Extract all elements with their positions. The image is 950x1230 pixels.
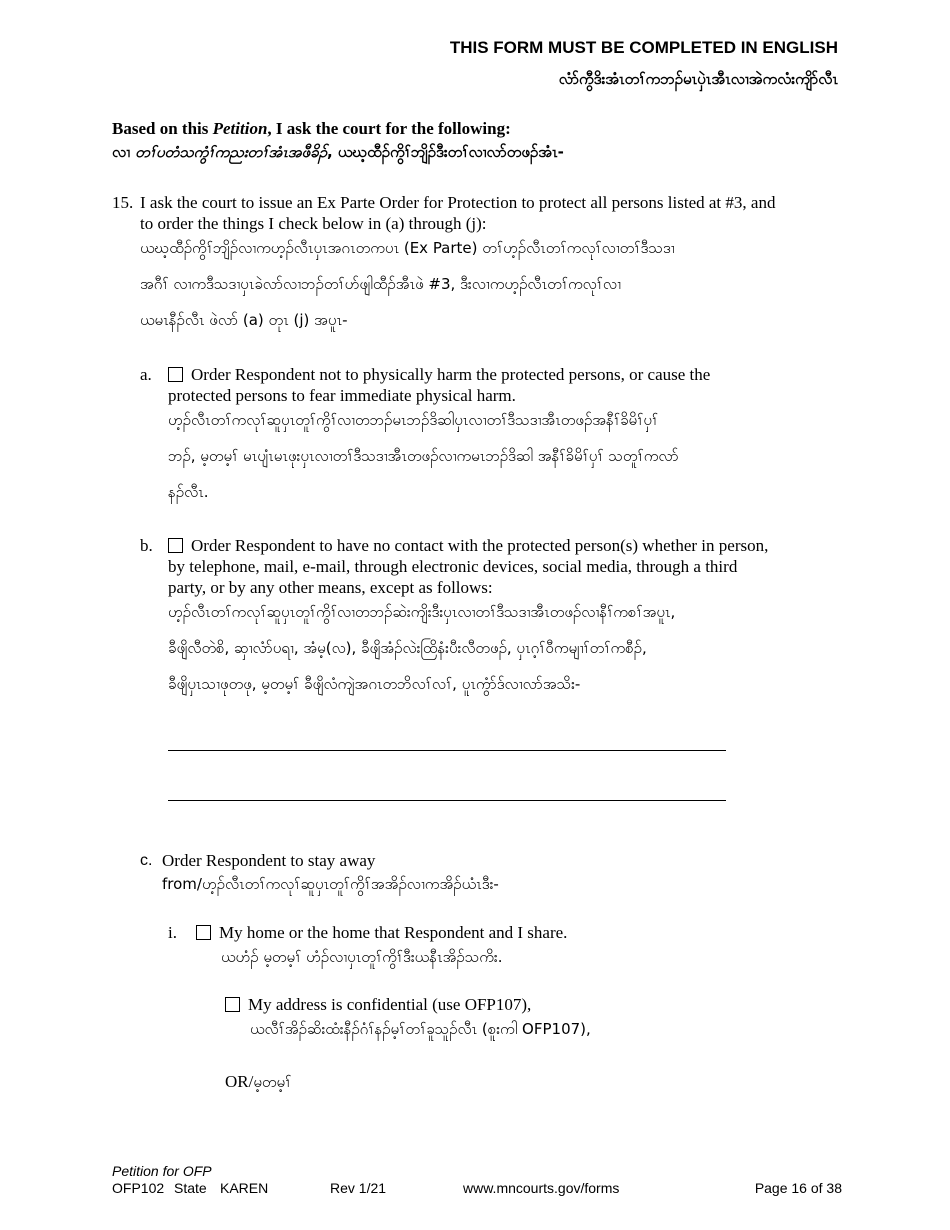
exception-blank-line[interactable]: [168, 750, 726, 751]
item-c-i-english: My home or the home that Respondent and I share.: [219, 923, 568, 942]
item-15-english-line: I ask the court to issue an Ex Parte Order for Protection to protect all persons listed at #3, and: [140, 193, 776, 212]
footer-form-title: Petition for OFP: [112, 1163, 212, 1179]
item-letter: c.: [140, 852, 153, 869]
item-15-karen-line: ယဃ့ထီၣ်ကွိၢ်ဘျိၣ်လၢကဟ့ၣ်လီၤပှၤအဂၤတကပၤ (Ex Parte) တၢ်ဟ့ၣ်လီၤတၢ်ကလုၢ်လၢတၢ်ဒီသဒၢ: [140, 239, 675, 257]
item-number: 15.: [112, 193, 134, 212]
item-15-karen-line: ယမၤနီၣ်လီၤ ဖဲလာ် (a) တုၤ (j) အပူၤ-: [140, 311, 348, 329]
item-a: [140, 364, 840, 510]
checkbox-stay-away-home[interactable]: [196, 925, 211, 940]
item-b-english-line: Order Respondent to have no contact with the protected person(s) whether in person,: [191, 536, 769, 555]
item-letter: b.: [140, 536, 153, 555]
item-a-karen-line: ဘၣ်, မ့တမ့ၢ် မၤပျံၤမၤဖုးပှၤလၢတၢ်ဒီသဒၢအီၤတဖၣ်လၢကမၤဘၣ်ဒိဆါ အနီၢ်ခိမိၢ်ပှၢ် သတူၢ်ကလာ်: [168, 447, 679, 465]
checkbox-confidential-address[interactable]: [225, 997, 240, 1012]
item-b: [140, 535, 840, 702]
item-letter: a.: [140, 365, 152, 384]
confidential-karen: ယလီၢ်အိၣ်ဆိးထံးနီၣ်ဂံၢ်နၣ်မ့ၢ်တၢ်ခူသူၣ်လီၤ (စူးကါ OFP107),: [250, 1020, 591, 1038]
item-a-karen-line: နၣ်လီၤ.: [168, 483, 209, 501]
footer-state: State: [174, 1180, 207, 1196]
item-c-i: [168, 922, 848, 971]
item-c-english: Order Respondent to stay away: [162, 851, 376, 870]
item-a-english-line: Order Respondent not to physically harm the protected persons, or cause the: [191, 365, 711, 384]
item-c-i-karen: ယဟံၣ် မ့တမ့ၢ် ဟံၣ်လၢပှၤတူၢ်ကွိၢ်ဒီးယနီၤအိၣ်သကိး.: [221, 948, 503, 966]
confidential-english: My address is confidential (use OFP107),: [248, 995, 532, 1014]
item-b-karen-line: ခီဖျိလီတဲစိ, ဆှၢလံာ်ပရၢ, အံမ့(လ), ခီဖျိအံၣ်လဲးထြိနံးပီးလီတဖၣ်, ပှၤဂ့ၢ်ဝီကမျၢၢ်တၢ်ကစီၣ်,: [168, 639, 647, 657]
or-separator: OR/မ့တမ့ၢ်: [225, 1072, 292, 1091]
footer-website[interactable]: www.mncourts.gov/forms: [463, 1180, 620, 1196]
heading-karen: လၢ တၢ်ပတံသကွံၢ်ကညးတၢ်အံၤအဖီခိၣ်, ယဃ့ထီၣ်ကွိၢ်ဘျိၣ်ဒီးတၢ်လၢလာ်တဖၣ်အံၤ-: [112, 143, 564, 161]
petition-word: Petition: [212, 119, 268, 138]
exception-blank-line[interactable]: [168, 800, 726, 801]
item-15: [112, 192, 842, 338]
item-15-karen-line: အဂီၢ် လၢကဒီသဒၢပှၤခဲလာ်လၢဘၣ်တၢ်ဟ်ဖျါထီၣ်အီၤဖဲ #3, ဒီးလၢကဟ့ၣ်လီၤတၢ်ကလုၢ်လၢ: [140, 275, 621, 293]
footer-form-id: OFP102: [112, 1180, 165, 1196]
confidential-address-option: [225, 994, 845, 1043]
item-a-english-line: protected persons to fear immediate physical harm.: [168, 386, 516, 405]
item-a-karen-line: ဟ့ၣ်လီၤတၢ်ကလုၢ်ဆူပှၤတူၢ်ကွိၢ်လၢတဘၣ်မၤဘၣ်ဒိဆါပှၤလၢတၢ်ဒီသဒၢအီၤတဖၣ်အနီၢ်ခိမိၢ်ပှၢ်: [168, 411, 659, 429]
item-b-karen-line: ခီဖျိပှၤသၢဖုတဖု, မ့တမ့ၢ် ခီဖျိလံကျဲအဂၤတဘိလၢ်လၢ်, ပူၤကွံာ်ဒ်လၢလာ်အသိး-: [168, 675, 581, 693]
item-letter: i.: [168, 923, 177, 942]
form-language-notice-karen: လံာ်ကွီဒိးအံၤတၢ်ကဘၣ်မၤပှဲၤအီၤလၢအဲကလံးကျိာ်လီၤ: [558, 70, 838, 88]
footer-revision: Rev 1/21: [330, 1180, 387, 1196]
section-heading: [112, 118, 842, 164]
checkbox-no-physical-harm[interactable]: [168, 367, 183, 382]
form-language-notice: THIS FORM MUST BE COMPLETED IN ENGLISH: [449, 38, 838, 57]
item-b-karen-line: ဟ့ၣ်လီၤတၢ်ကလုၢ်ဆူပှၤတူၢ်ကွိၢ်လၢတဘၣ်ဆဲးကျိးဒီးပှၤလၢတၢ်ဒီသဒၢအီၤတဖၣ်လၢနီၢ်ကစၢ်အပူၤ,: [168, 603, 676, 621]
heading-english: Based on this Petition, I ask the court for the following:: [112, 119, 511, 138]
page-footer: [112, 1163, 842, 1197]
item-15-english-line: to order the things I check below in (a) through (j):: [140, 214, 487, 233]
item-b-english-line: party, or by any other means, except as follows:: [168, 578, 493, 597]
item-b-english-line: by telephone, mail, e-mail, through electronic devices, social media, through a third: [168, 557, 738, 576]
item-c-karen: from/ဟ့ၣ်လီၤတၢ်ကလုၢ်ဆူပှၤတူၢ်ကွိၢ်အအိၣ်လၢကအိၣ်ယံၤဒီး-: [162, 875, 499, 893]
footer-page-number: Page 16 of 38: [754, 1180, 842, 1196]
footer-language: KAREN: [220, 1180, 269, 1196]
item-c: [140, 850, 840, 897]
checkbox-no-contact[interactable]: [168, 538, 183, 553]
